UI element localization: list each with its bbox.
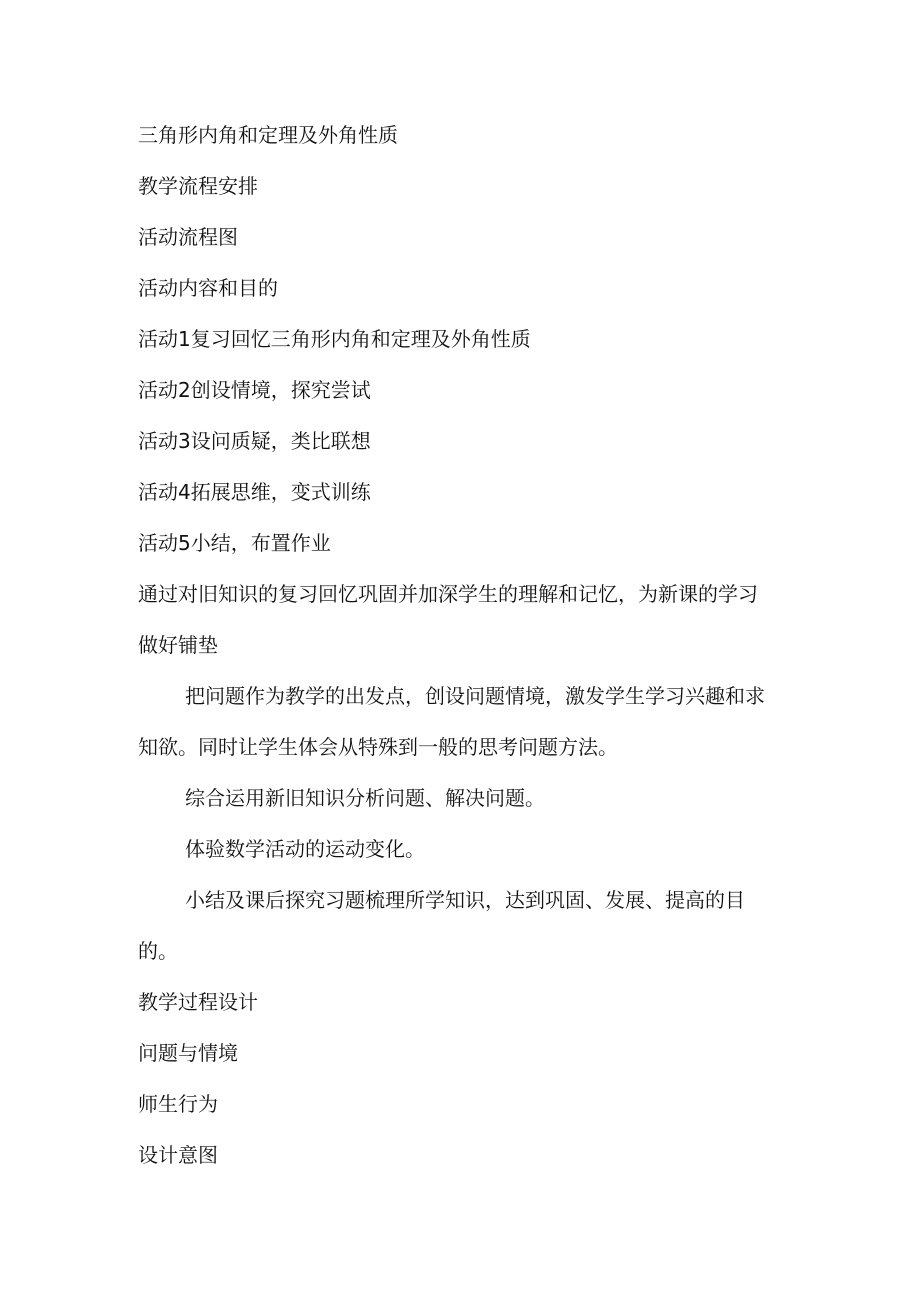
section-heading: 教学流程安排	[138, 174, 258, 198]
paragraph-line: 知欲。同时让学生体会从特殊到一般的思考问题方法。	[138, 735, 618, 759]
text-line: 活动流程图	[138, 225, 238, 249]
activity-item: 活动1复习回忆三角形内角和定理及外角性质	[138, 327, 531, 351]
paragraph-line: 做好铺垫	[138, 633, 218, 657]
text-line: 师生行为	[138, 1092, 218, 1116]
paragraph-line: 小结及课后探究习题梳理所学知识，达到巩固、发展、提高的目	[185, 888, 745, 912]
activity-item: 活动4拓展思维，变式训练	[138, 480, 371, 504]
paragraph-line: 综合运用新旧知识分析问题、解决问题。	[185, 786, 545, 810]
activity-item: 活动5小结，布置作业	[138, 531, 331, 555]
activity-item: 活动2创设情境，探究尝试	[138, 378, 371, 402]
text-line: 设计意图	[138, 1143, 218, 1167]
text-line: 活动内容和目的	[138, 276, 278, 300]
text-line: 问题与情境	[138, 1041, 238, 1065]
paragraph-line: 体验数学活动的运动变化。	[185, 837, 425, 861]
paragraph-line: 的。	[138, 939, 178, 963]
activity-item: 活动3设问质疑，类比联想	[138, 429, 371, 453]
paragraph-line: 把问题作为教学的出发点，创设问题情境，激发学生学习兴趣和求	[185, 684, 765, 708]
section-heading: 教学过程设计	[138, 990, 258, 1014]
paragraph-line: 通过对旧知识的复习回忆巩固并加深学生的理解和记忆，为新课的学习	[138, 582, 758, 606]
document-title: 三角形内角和定理及外角性质	[138, 123, 398, 147]
